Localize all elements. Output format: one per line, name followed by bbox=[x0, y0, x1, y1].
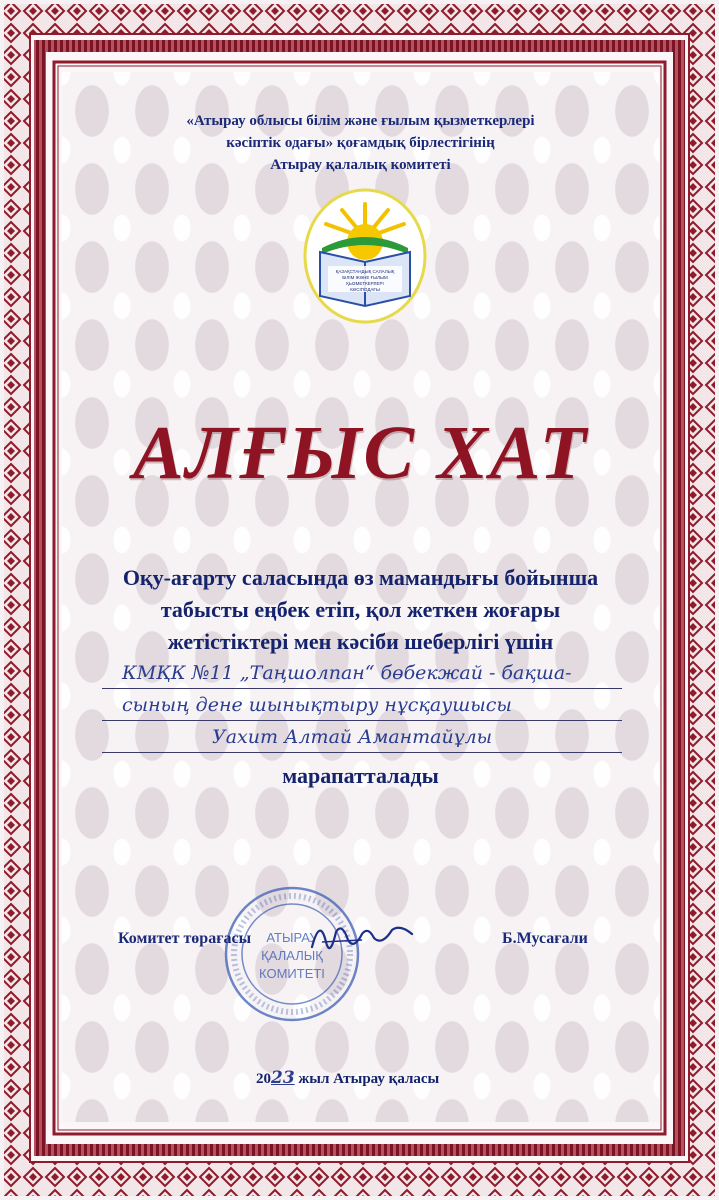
handwritten-line-3: Уахит Алтай Амантайұлы bbox=[212, 726, 493, 748]
certificate-title: АЛҒЫС ХАТ bbox=[133, 411, 588, 495]
logo-text-4: КӘСІПОДАҒЫ bbox=[350, 287, 380, 292]
union-logo-icon bbox=[302, 186, 428, 326]
stamp-line-2: ҚАЛАЛЫҚ bbox=[261, 948, 323, 963]
year-rest: жыл Атырау қаласы bbox=[298, 1071, 440, 1087]
signatory-role: Комитет төрағасы bbox=[118, 930, 252, 947]
signature-icon bbox=[302, 912, 422, 962]
year-prefix: 20 bbox=[256, 1071, 271, 1087]
logo-text-2: БІЛІМ ЖӘНЕ ҒЫЛЫМ bbox=[342, 275, 388, 280]
header-line-2: кәсіптік одағы» қоғамдық бірлестігінің bbox=[226, 135, 495, 151]
body-line-3: жетістіктері мен кәсіби шеберлігі үшін bbox=[167, 629, 554, 654]
fill-line-3 bbox=[102, 752, 622, 753]
year-handwritten: 23 bbox=[271, 1068, 295, 1088]
logo-text-1: ҚАЗАҚСТАНДЫҚ САЛАЛЫҚ bbox=[335, 269, 395, 274]
body-line-1: Оқу-ағарту саласында өз мамандығы бойынша bbox=[122, 565, 599, 590]
header-line-1: «Атырау облысы білім және ғылым қызметкерлері bbox=[186, 113, 535, 129]
body-line-2: табысты еңбек етіп, қол жеткен жоғары bbox=[160, 597, 561, 622]
handwritten-line-1: КМҚК №11 „Таңшолпан“ бөбекжай - бақша- bbox=[122, 662, 572, 684]
fill-line-1 bbox=[102, 688, 622, 689]
header-line-3: Атырау қалалық комитеті bbox=[270, 157, 451, 173]
handwritten-line-2: сының дене шынықтыру нұсқаушысы bbox=[122, 694, 512, 716]
fill-line-2 bbox=[102, 720, 622, 721]
signatory-name: Б.Мусағали bbox=[502, 930, 588, 947]
logo-text-3: ҚЫЗМЕТКЕРЛЕРІ bbox=[346, 281, 384, 286]
certificate-body bbox=[62, 72, 659, 1122]
awarded-text: марапатталады bbox=[282, 763, 439, 788]
stamp-line-3: КОМИТЕТІ bbox=[259, 966, 325, 981]
footer-date bbox=[256, 1068, 439, 1088]
stamp-line-1: АТЫРАУ bbox=[266, 930, 318, 945]
